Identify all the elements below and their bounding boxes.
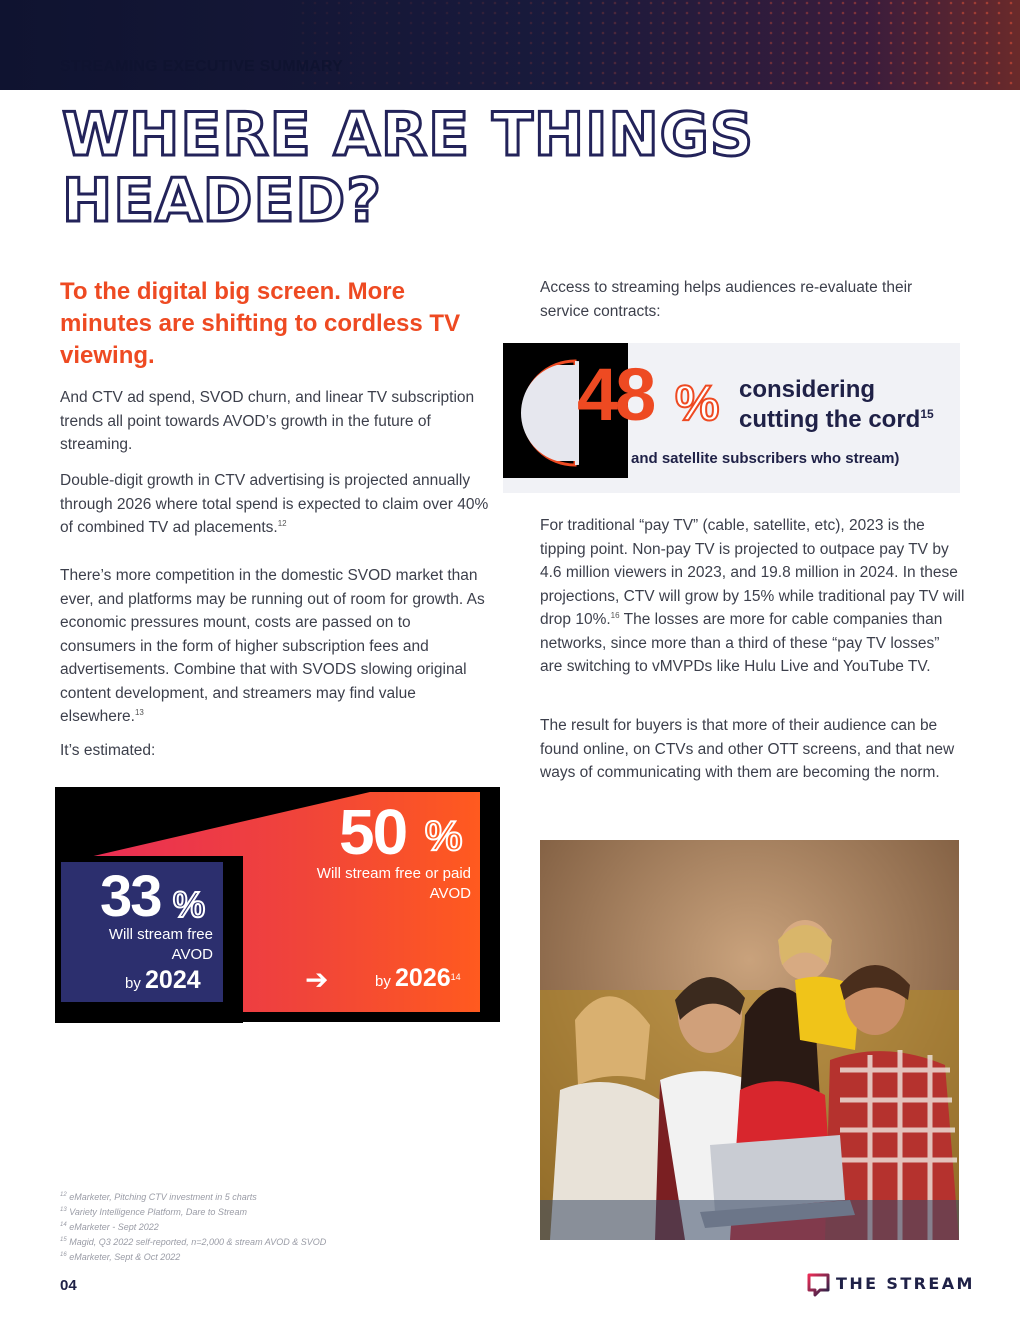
lead-heading: To the digital big screen. More minutes are shifting to cordless TV viewing. <box>60 278 461 369</box>
footnotes <box>60 1190 326 1265</box>
footnote-ref: 14 <box>450 972 461 982</box>
paragraph-estimated: It’s estimated: <box>60 742 156 759</box>
footnote-ref: 15 <box>920 407 934 421</box>
stat-subtext: and satellite subscribers who stream) <box>631 450 900 467</box>
section-kicker: STREAMING EXECUTIVE SUMMARY <box>60 58 344 75</box>
footnote-number: 14 <box>60 1222 67 1228</box>
stat-label-line-2 <box>739 405 934 435</box>
paragraph-pay-tv-text-a: For traditional “pay TV” (cable, satellite, etc), 2023 is the tipping point. Non-pay TV is projected to outpace pay TV by 4.6 million viewers in 2023, and 19.8 million in 2024. In these projections, CTV will grow by 15% while traditional pay TV will drop 10%. <box>540 517 965 628</box>
paragraph-ctv-trends: And CTV ad spend, SVOD churn, and linear TV subscription trends all point towards AVOD’s growth in the future of streaming. <box>60 389 475 453</box>
year-2024: 2024 <box>145 966 201 994</box>
arrow-right-icon: ➔ <box>305 964 329 995</box>
footnote-text: eMarketer, Pitching CTV investment in 5 charts <box>69 1192 257 1202</box>
avod-2024-percent: % <box>173 884 206 925</box>
year-2026: 2026 <box>395 964 451 992</box>
page-title-line-2: HEADED? <box>62 166 383 236</box>
footnote <box>60 1205 326 1220</box>
footnote-text: eMarketer - Sept 2022 <box>69 1222 159 1232</box>
page-title-line-1: WHERE ARE THINGS <box>62 100 755 170</box>
footnote <box>60 1250 326 1265</box>
cord-cutting-stat-card <box>503 343 960 493</box>
avod-2026-value: 50 <box>339 796 407 868</box>
footnote-text: Variety Intelligence Platform, Dare to Stream <box>69 1207 247 1217</box>
page-title <box>62 102 754 234</box>
page-number: 04 <box>60 1277 77 1294</box>
footnote-text: eMarketer, Sept & Oct 2022 <box>69 1252 181 1262</box>
footnote <box>60 1235 326 1250</box>
footnote-number: 16 <box>60 1252 67 1258</box>
avod-2026-label: Will stream free or paid AVOD <box>316 865 471 902</box>
avod-2024-value: 33 <box>100 864 161 929</box>
chat-bubble-logo-icon <box>806 1272 832 1298</box>
paragraph-result-buyers: The result for buyers is that more of their audience can be found online, on CTVs and other OTT screens, and that new ways of communicating with them are becoming the norm. <box>540 717 955 781</box>
pie-gauge-icon <box>519 357 579 469</box>
footnote-text: Magid, Q3 2022 self-reported, n=2,000 & stream AVOD & SVOD <box>69 1237 327 1247</box>
stat-value: 48 <box>577 353 654 436</box>
stat-label <box>739 375 934 435</box>
footnote-number: 12 <box>60 1192 67 1198</box>
photo-illustration <box>540 840 959 1240</box>
paragraph-ctv-growth-text: Double-digit growth in CTV advertising is projected annually through 2026 where total spend is expected to claim over 40% of combined TV ad placements. <box>60 472 489 536</box>
stat-label-line-1: considering <box>739 376 876 403</box>
brand-name: THE STREAM <box>836 1274 975 1293</box>
brand-logo <box>806 1272 975 1300</box>
avod-2026-percent: % <box>425 812 463 859</box>
footnote-ref: 16 <box>610 610 620 620</box>
header-band <box>0 0 1020 90</box>
footnote <box>60 1190 326 1205</box>
paragraph-svod-competition-text: There’s more competition in the domestic SVOD market than ever, and platforms may be running out of room for growth. As economic pressures mount, costs are passed on to consumers in the form of higher subscription fees and advertisements. Combine that with SVODS slowing original content development, and streamers may find value elsewhere. <box>60 567 485 725</box>
stat-label-line-2-text: cutting the cord <box>739 406 921 433</box>
avod-2024-label: Will stream free AVOD <box>108 926 213 963</box>
paragraph-pay-tv <box>540 514 965 679</box>
dot-pattern-decoration <box>0 0 1020 90</box>
stat-percent: % <box>675 375 720 431</box>
avod-forecast-graphic <box>55 787 500 1023</box>
avod-2026-year <box>375 963 461 997</box>
avod-2024-year <box>125 965 201 999</box>
paragraph-access-streaming: Access to streaming helps audiences re-evaluate their service contracts: <box>540 279 913 320</box>
footnote <box>60 1220 326 1235</box>
paragraph-ctv-growth <box>60 469 490 540</box>
paragraph-pay-tv-text-b: The losses are more for cable companies than networks, since more than a third of these “pay TV losses” are switching to vMVPDs like Hulu Live and YouTube TV. <box>540 611 943 675</box>
footnote-number: 13 <box>60 1207 67 1213</box>
friends-watching-laptop-photo <box>540 840 959 1240</box>
footnote-number: 15 <box>60 1237 67 1243</box>
footnote-ref: 13 <box>134 707 144 717</box>
by-word: by <box>125 975 141 992</box>
paragraph-svod-competition <box>60 564 490 729</box>
by-word: by <box>375 973 391 990</box>
footnote-ref: 12 <box>277 518 287 528</box>
